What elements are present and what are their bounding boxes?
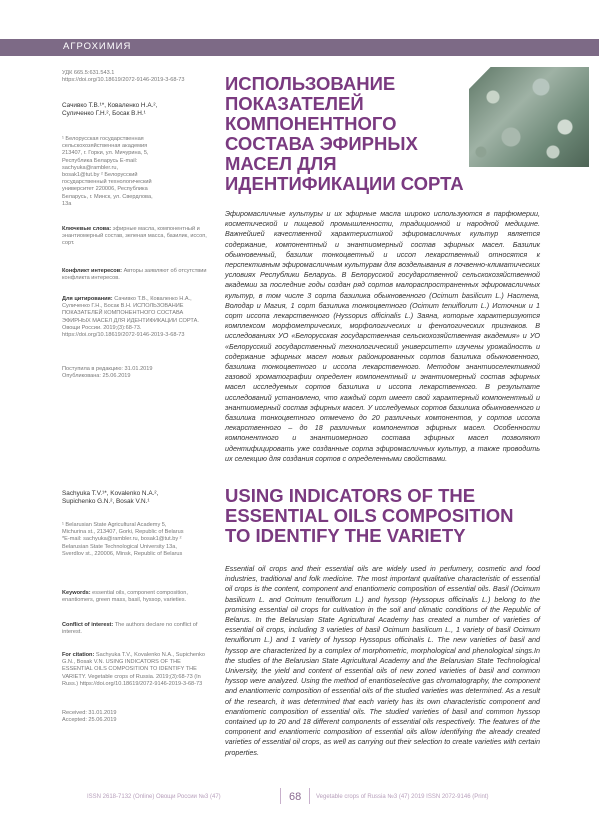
en-citation-label: For citation: <box>62 652 95 658</box>
ru-published: Опубликована: 25.06.2019 <box>62 373 131 380</box>
ru-conflict <box>62 268 212 282</box>
en-accepted: Accepted: 25.06.2019 <box>62 717 117 724</box>
ru-received: Поступила в редакцию: 31.01.2019 <box>62 366 153 372</box>
en-authors-line2: Supichenko G.N.², Bosak V.N.¹ <box>62 498 150 505</box>
en-abstract: Essential oil crops and their essential oils are widely used in perfumery, cosmetic and food industries, traditional and folk medicine. The most important qualitative characteristic of essential oil crops is the content, component and enantiomeric composition of essential oils. Basil (Ocimum basilicum L. and Ocimum tenuiflorum L.) and hyssop (Hyssopus officinalis L.) belong to the promising essential oil crops for cultivation in the soil and climatic conditions of the Republic of Belarus. In the Belarusian State Agricultural Academy has created a number of varieties of essential oil crops, including 3 varieties of basil Ocimum basilicum L., 1 variety of basil Ocimum tenuiflorum L.) and 1 variety of hyssop Hyssopus officinalis L. The new varieties of basil and hyssop are characterized by a complex of morphometric, morphological and phenological sings.In the studies of the Belarusian State Agricultural Academy and the Belarusian State Technological University, the yield and content of essential oils of new zoned varieties of basil and common hyssop were analyzed. Using the method of enantioselective gas chromatography, the component and enantiomeric composition of essential oils of the studied varieties was determined. As a result of the research, it was determined that each variety has its own characteristic component and enantiomeric composition of essential oils. The studied varieties of basil and common hyssop contained up to 20 and 18 different components of essential oils respectively. The features of the component and enantiomeric composition of essential oils allow identifying the already created varieties of essential oil crops, as well as carrying out their selection to create varieties with certain properties. <box>225 564 540 757</box>
ru-conflict-label: Конфликт интересов: <box>62 268 123 274</box>
ru-citation <box>62 296 212 339</box>
footer-right: Vegetable crops of Russia №3 (47) 2019 ISSN 2072-9146 (Print) <box>316 794 489 800</box>
ru-conflict-text: Авторы заявляют об отсутствии конфликта интересов. <box>62 268 207 282</box>
en-conflict-text: The authors declare no conflict of interest. <box>62 622 198 636</box>
ru-udc-block <box>62 70 212 84</box>
en-conflict <box>62 622 212 636</box>
en-citation-text: Sachyuka T.V., Kovalenko N.A., Supichenko G.N., Bosak V.N. USING INDICATORS OF THE ESSENTIAL OILS COMPOSITION TO IDENTIFY THE VARIETY. Vegetable crops of Russia. 2019;(3):68-73 (In Russ.) https://doi.org/10.18619/2072-9146-2019-3-68-73 <box>62 652 206 687</box>
ru-citation-text: Сачивко Т.В., Коваленко Н.А., Суличенко Г.Н., Босак В.Н. ИСПОЛЬЗОВАНИЕ ПОКАЗАТЕЛЕЙ КОМПОНЕНТНОГО СОСТАВА ЭФИРНЫХ МАСЕЛ ДЛЯ ИДЕНТИФИКАЦИИ СОРТА. Овощи России. 2019;(3):68-73. https://doi.org/10.18619/2072-9146-2019-3-68-73 <box>62 296 199 339</box>
page-number: 68 <box>289 791 302 803</box>
ru-dates <box>62 366 212 380</box>
ru-authors-line2: Суличенко Г.Н.², Босак В.Н.¹ <box>62 110 146 117</box>
section-title: АГРОХИМИЯ <box>63 41 132 52</box>
en-conflict-label: Conflict of interest: <box>62 622 114 628</box>
section-header <box>0 39 599 56</box>
en-authors-line1: Sachyuka T.V.¹*, Kovalenko N.A.², <box>62 490 159 497</box>
footer-divider-left <box>280 788 281 804</box>
ru-abstract: Эфиромасличные культуры и их эфирные масла широко используются в парфюмерии, косметической и пищевой промышленности, традиционной и народной медицине. Важнейшей качественной характеристикой эфиромасличных культур является содержание, компонентный и энантиомерный состав эфирных масел. Базилик обыкновенный, базилик тонкоцветный и иссоп лекарственный относятся к перспективным эфиромасличным культурам для возделывания в почвенно-климатических условиях Республики Беларусь. В Белорусской государственной сельскохозяйственной академии за последние годы создан ряд сортов малораспространенных эфиромасличных культур, в том числе 3 сорта базилика обыкновенного (Ocimum basilicum L.) Настена, Володар и Магия, 1 сорт базилика тонкоцветного (Ocimum tenuiflorum L.) Источник и 1 сорт иссопа лекарственного (Hyssopus officinalis L.) Заяна, которые характеризуются комплексом морфометрических, морфологических и фенологических признаков. В исследованиях УО «Белорусская государственная сельскохозяйственная академия» и УО «Белорусский государственный технологический университет» изучены урожайность и содержание эфирных масел новых районированных сортов базилика обыкновенного, базилика тонкоцветного и иссопа лекарственного. Методом энантиоселективной газовой хроматографии определен компонентный и энантиомерный состав эфирных масел исследуемых сортов базилика и иссопа лекарственного. В результате исследований установлено, что каждый сорт имеет свой характерный компонентный и энантиомерный состав эфирных масел. У исследуемых сортов базилика обыкновенного и базилика тонкоцветного отмечено до 20 различных компонентов, у сортов иссопа лекарственного – до 18 различных компонентов эфирных масел. Особенности компонентного и энантиомерного состава эфирных масел позволяют идентифицировать уже созданные сорта эфиромасличных культур, а также проводить их селекцию для создания сортов с определенными свойствами. <box>225 209 540 463</box>
en-dates <box>62 710 212 724</box>
ru-authors <box>62 102 212 118</box>
ru-citation-label: Для цитирования: <box>62 296 113 302</box>
en-affiliation: ¹ Belarusian State Agricultural Academy 5, Michurina st., 213407, Gorki, Republic of Belarus *E-mail: sachyuka@rambler.ru, bosak1@tut.by ² Belarusian State Technological University 13a, Sverdlov st., 220006, Minsk, Republic of Belarus <box>62 522 184 557</box>
ru-affiliation: ¹ Белорусская государственная сельскохозяйственная академия 213407, г. Горки, ул. Мичурина, 5, Республика Беларусь E-mail: sachyuka@rambler.ru, bosak1@tut.by ² Белорусский государственный технологический университет 220006, Республика Беларусь, г. Минск, ул. Свердлова, 13а <box>62 136 153 207</box>
en-authors <box>62 490 212 506</box>
ru-doi[interactable]: https://doi.org/10.18619/2072-9146-2019-3-68-73 <box>62 77 185 84</box>
header-photo <box>469 67 589 167</box>
en-citation <box>62 652 212 688</box>
en-keywords-text: essential oils, component composition, enantiomers, green mass, basil, hyssop, varieties. <box>62 590 188 604</box>
ru-keywords-label: Ключевые слова: <box>62 226 112 232</box>
ru-title: ИСПОЛЬЗОВАНИЕ ПОКАЗАТЕЛЕЙ КОМПОНЕНТНОГО СОСТАВА ЭФИРНЫХ МАСЕЛ ДЛЯ ИДЕНТИФИКАЦИИ СОРТА <box>225 73 464 194</box>
en-keywords-label: Keywords: <box>62 590 91 596</box>
en-keywords <box>62 590 212 604</box>
footer-left: ISSN 2618-7132 (Online) Овощи России №3 (47) <box>87 794 221 800</box>
footer-divider-right <box>309 788 310 804</box>
en-received: Received: 31.01.2019 <box>62 710 117 716</box>
ru-keywords-text: эфирные масла, компонентный и энантиомерный состав, зеленая масса, базилик, иссоп, сорт. <box>62 226 207 247</box>
ru-udc: УДК 665.5:631.543.1 <box>62 70 115 76</box>
en-title: USING INDICATORS OF THE ESSENTIAL OILS COMPOSITION TO IDENTIFY THE VARIETY <box>225 485 514 546</box>
ru-keywords <box>62 226 212 248</box>
ru-authors-line1: Сачивко Т.В.¹*, Коваленко Н.А.², <box>62 102 158 109</box>
